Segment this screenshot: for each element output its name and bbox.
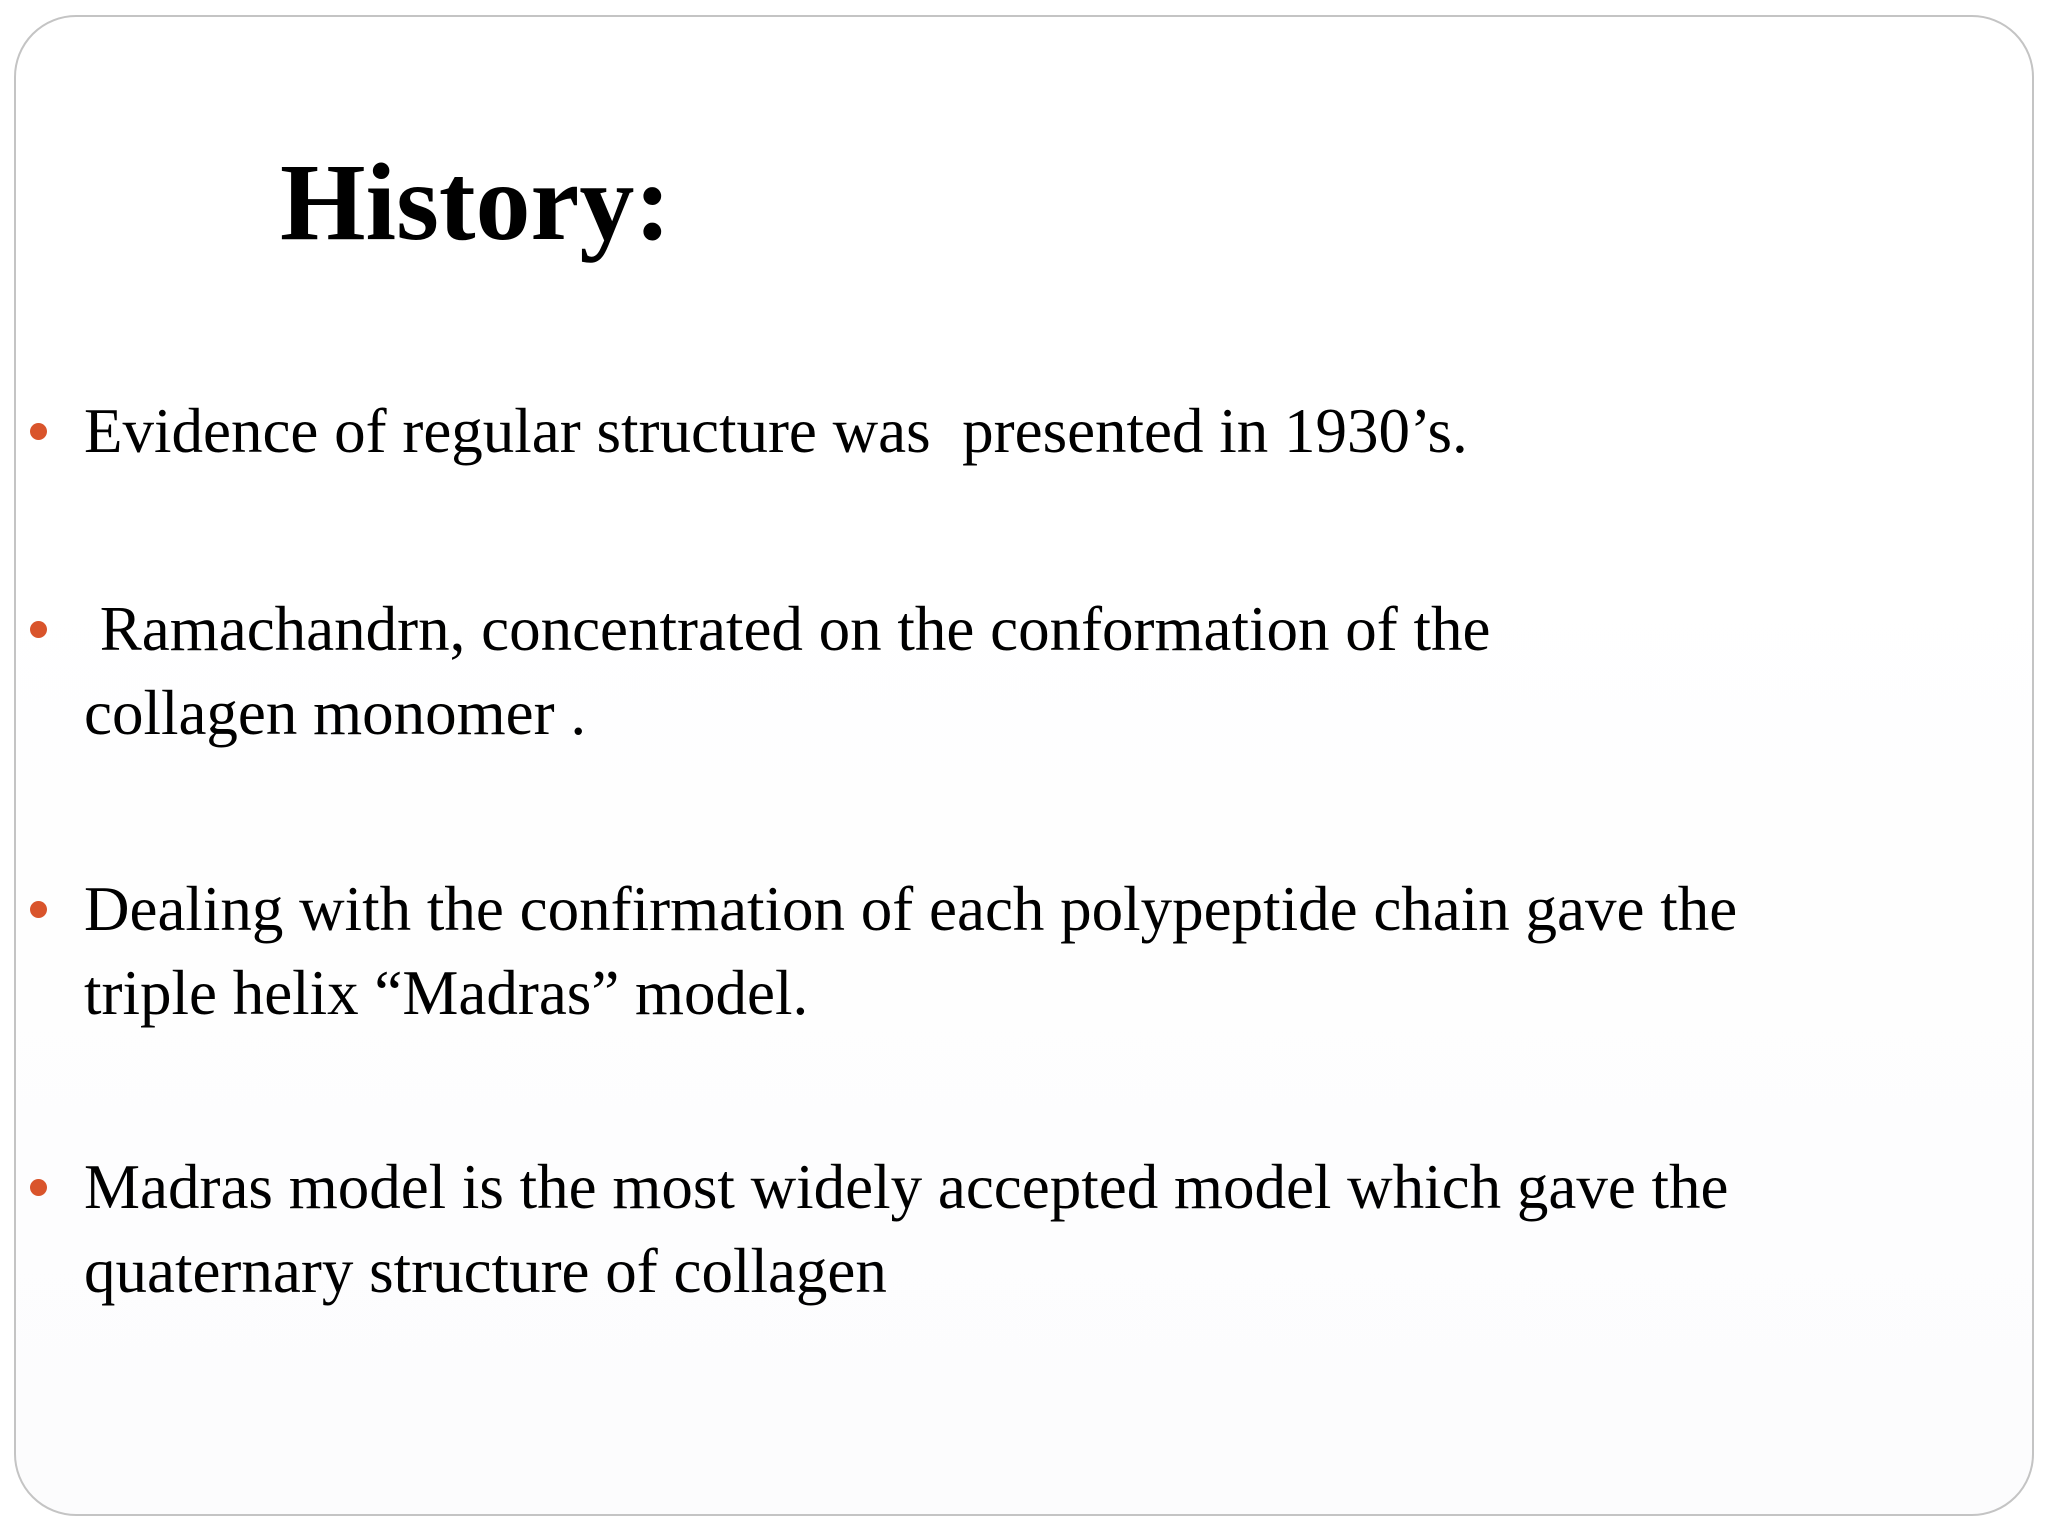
bullet-line: Evidence of regular structure was presented in 1930’s. <box>84 396 1468 466</box>
slide-title: History: <box>280 141 672 263</box>
bullet-dot-icon <box>30 621 47 638</box>
bullet-text <box>84 587 1964 755</box>
bullet-line: collagen monomer . <box>84 678 587 748</box>
bullet-text <box>84 1145 1964 1313</box>
bullet-line: triple helix “Madras” model. <box>84 958 809 1028</box>
bullet-dot-icon <box>30 901 47 918</box>
bullet-text <box>84 867 1964 1035</box>
bullet-line: quaternary structure of collagen <box>84 1236 887 1306</box>
slide <box>14 15 2034 1516</box>
bullet-dot-icon <box>30 423 47 440</box>
bullet-dot-icon <box>30 1179 47 1196</box>
bullet-line: Dealing with the confirmation of each polypeptide chain gave the <box>84 874 1738 944</box>
bullet-line: Ramachandrn, concentrated on the conformation of the <box>84 594 1491 664</box>
bullet-line: Madras model is the most widely accepted model which gave the <box>84 1152 1729 1222</box>
bullet-text <box>84 389 1964 473</box>
